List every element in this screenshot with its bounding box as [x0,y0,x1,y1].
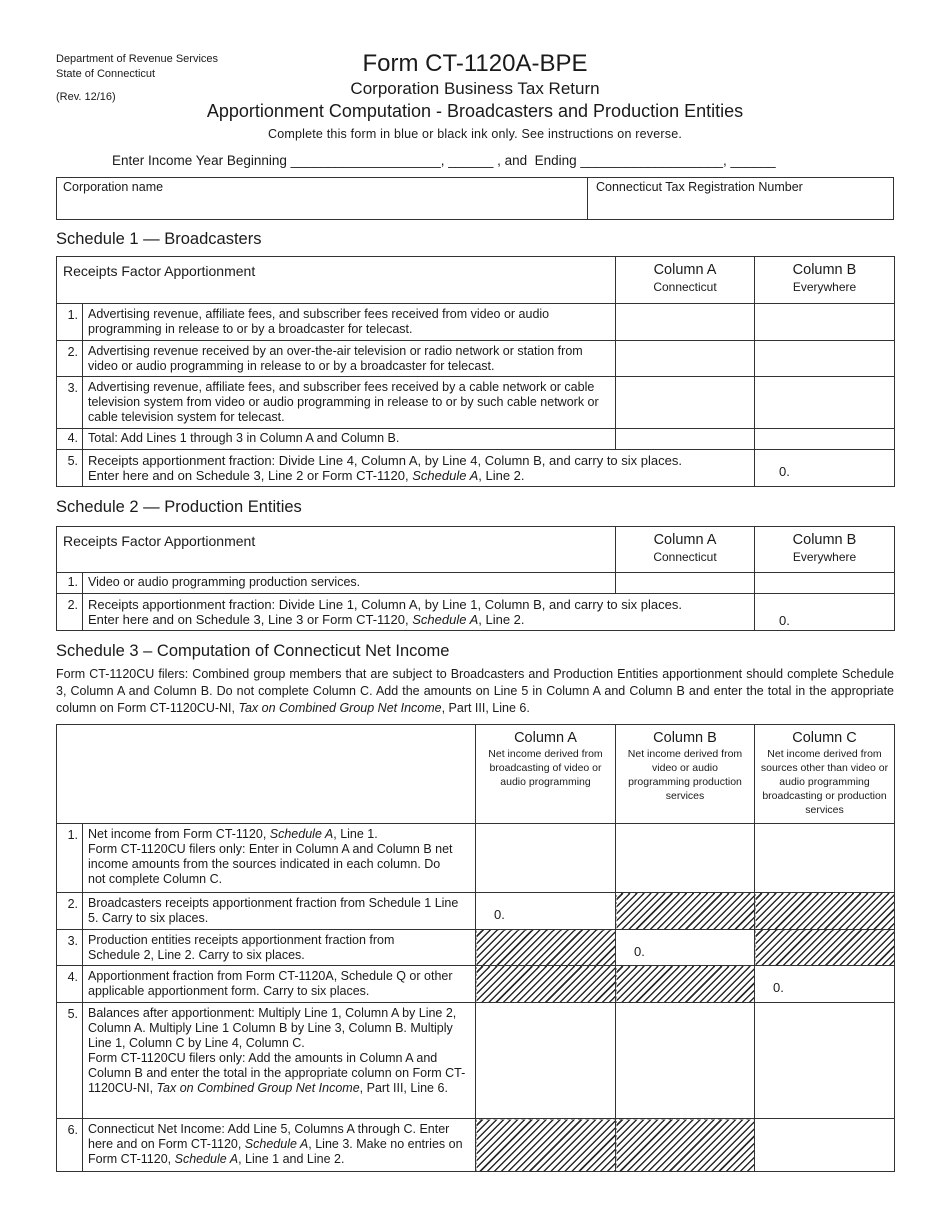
schedule3-title: Schedule 3 – Computation of Connecticut Net Income [56,642,450,660]
s2-line1-col-a-input[interactable] [616,573,755,594]
table-row [57,1003,895,1119]
line-description: Advertising revenue, affiliate fees, and subscriber fees received from video or audio programming in release to or by a broadcaster for telecast. [83,304,616,341]
form-title: Form CT-1120A-BPE [362,50,588,77]
line-number: 3. [57,930,83,966]
s1-line5-fraction-input[interactable] [755,450,895,487]
tax-registration-label: Connecticut Tax Registration Number [596,180,803,194]
shaded-cell [476,966,616,1003]
s1-line2-col-b-input[interactable] [755,341,895,377]
corporation-name-label: Corporation name [63,180,164,194]
schedule1-column-b-header: Column B Everywhere [755,257,895,304]
form-subtitle-2: Apportionment Computation - Broadcasters and Production Entities [206,101,744,121]
line-number: 6. [57,1119,83,1172]
s1-line1-col-a-input[interactable] [616,304,755,341]
line-number: 3. [57,377,83,429]
id-table [56,177,894,220]
line-description: Balances after apportionment: Multiply Line 1, Column A by Line 2, Column A. Multiply Line 1 Column B by Line 3, Column B. Multiply Line 1, Column C by Line 4, Column C. Form CT-1120CU filers only: Add the amounts in Column A and Column B and enter the total in the appropriate column on Form CT-1120CU-NI, Tax on Combined Group Net Income, Part III, Line 6. [83,1003,476,1119]
table-row [57,573,895,594]
line-description: Video or audio programming production services. [83,573,616,594]
line-description: Receipts apportionment fraction: Divide Line 4, Column A, by Line 4, Column B, and carry to six places. Enter here and on Schedule 3, Line 2 or Form CT-1120, Schedule A, Line 2. [83,450,755,487]
shaded-cell [476,1119,616,1172]
line-description: Total: Add Lines 1 through 3 in Column A and Column B. [83,429,616,450]
schedule1-column-a-header: Column A Connecticut [616,257,755,304]
line-number: 2. [57,341,83,377]
shaded-cell [616,966,755,1003]
s3-line1-col-a-input[interactable] [476,824,616,893]
shaded-cell [616,893,755,930]
schedule2-title: Schedule 2 — Production Entities [56,498,302,516]
fraction-value: 0. [494,907,505,922]
schedule2-column-a-header: Column A Connecticut [616,527,755,573]
table-row [57,450,895,487]
line-description: Apportionment fraction from Form CT-1120A, Schedule Q or other applicable apportionment form. Carry to six places. [83,966,476,1003]
line-description: Broadcasters receipts apportionment fraction from Schedule 1 Line 5. Carry to six places. [83,893,476,930]
table-row [57,1119,895,1172]
line-number: 1. [57,824,83,893]
schedule1-title: Schedule 1 — Broadcasters [56,230,262,248]
s3-line5-col-a-input[interactable] [476,1003,616,1119]
line-description: Advertising revenue, affiliate fees, and subscriber fees received by a cable network or cable television system from video or audio programming in release to or by such cable network or cable television system for telecast. [83,377,616,429]
s3-line1-col-b-input[interactable] [616,824,755,893]
fraction-value: 0. [773,980,784,995]
schedule3-column-b-header: Column B Net income derived from video or audio programming production services [616,725,755,824]
shaded-cell [755,893,895,930]
s1-line2-col-a-input[interactable] [616,341,755,377]
line-description: Advertising revenue received by an over-the-air television or radio network or station from video or audio programming in release to or by a broadcaster for telecast. [83,341,616,377]
fraction-value: 0. [634,944,645,959]
line-description: Receipts apportionment fraction: Divide Line 1, Column A, by Line 1, Column B, and carry to six places. Enter here and on Schedule 3, Line 3 or Form CT-1120, Schedule A, Line 2. [83,594,755,631]
schedule3-table [56,724,895,1172]
schedule3-header-blank [57,725,476,824]
table-row [57,966,895,1003]
shaded-cell [476,930,616,966]
schedule2-table [56,526,895,631]
s2-line2-fraction-input[interactable] [755,594,895,631]
s3-line6-connecticut-net-income-input[interactable] [755,1119,895,1172]
line-number: 1. [57,304,83,341]
fraction-value: 0. [779,613,790,628]
form-subtitle-1: Corporation Business Tax Return [350,79,600,98]
schedule1-factor-label: Receipts Factor Apportionment [57,257,616,304]
state-label: State of Connecticut [56,68,156,80]
s2-line1-col-b-input[interactable] [755,573,895,594]
schedule3-column-c-header: Column C Net income derived from sources other than video or audio programming broadcasting or production services [755,725,895,824]
schedule2-column-b-header: Column B Everywhere [755,527,895,573]
table-row [57,304,895,341]
shaded-cell [755,930,895,966]
s3-line5-col-c-input[interactable] [755,1003,895,1119]
corporation-name-field[interactable] [57,178,588,220]
line-number: 4. [57,429,83,450]
table-row [57,594,895,631]
s3-line5-col-b-input[interactable] [616,1003,755,1119]
s3-line3-col-b-input[interactable] [616,930,755,966]
line-number: 2. [57,893,83,930]
s1-line4-col-a-input[interactable] [616,429,755,450]
s3-line4-col-c-input[interactable] [755,966,895,1003]
ink-instruction: Complete this form in blue or black ink only. See instructions on reverse. [267,127,683,141]
income-year-line[interactable]: Enter Income Year Beginning ____________________, ______ , and Ending ___________________, ______ [112,153,776,168]
s3-line1-col-c-input[interactable] [755,824,895,893]
shaded-cell [616,1119,755,1172]
line-description: Connecticut Net Income: Add Line 5, Columns A through C. Enter here and on Form CT-1120, Schedule A, Line 3. Make no entries on Form CT-1120, Schedule A, Line 1 and Line 2. [83,1119,476,1172]
schedule3-instructions: Form CT-1120CU filers: Combined group members that are subject to Broadcasters and Production Entities apportionment should complete Schedule 3, Column A and Column B. Do not complete Column C. Add the amounts on Line 5 in Column A and Column B and enter the total in the appropriate column on Form CT-1120CU-NI, Tax on Combined Group Net Income, Part III, Line 6. [56,667,894,715]
s1-line3-col-b-input[interactable] [755,377,895,429]
table-row [57,893,895,930]
s1-line4-col-b-input[interactable] [755,429,895,450]
revision-label: (Rev. 12/16) [56,91,116,103]
schedule1-table [56,256,895,487]
schedule3-column-a-header: Column A Net income derived from broadcasting of video or audio programming [476,725,616,824]
department-label: Department of Revenue Services [56,53,219,65]
table-row [57,341,895,377]
line-number: 4. [57,966,83,1003]
table-row [57,377,895,429]
line-number: 5. [57,1003,83,1119]
table-row [57,930,895,966]
s3-line2-col-a-input[interactable] [476,893,616,930]
s1-line3-col-a-input[interactable] [616,377,755,429]
fraction-value: 0. [779,464,790,479]
schedule2-factor-label: Receipts Factor Apportionment [57,527,616,573]
line-description: Net income from Form CT-1120, Schedule A, Line 1. Form CT-1120CU filers only: Enter in Column A and Column B net income amounts from the sources indicated in each column. Do not complete Column C. [83,824,476,893]
line-description: Production entities receipts apportionment fraction from Schedule 2, Line 2. Carry to six places. [83,930,476,966]
table-row [57,429,895,450]
line-number: 5. [57,450,83,487]
tax-registration-field[interactable] [588,178,894,220]
s1-line1-col-b-input[interactable] [755,304,895,341]
line-number: 1. [57,573,83,594]
line-number: 2. [57,594,83,631]
table-row [57,824,895,893]
